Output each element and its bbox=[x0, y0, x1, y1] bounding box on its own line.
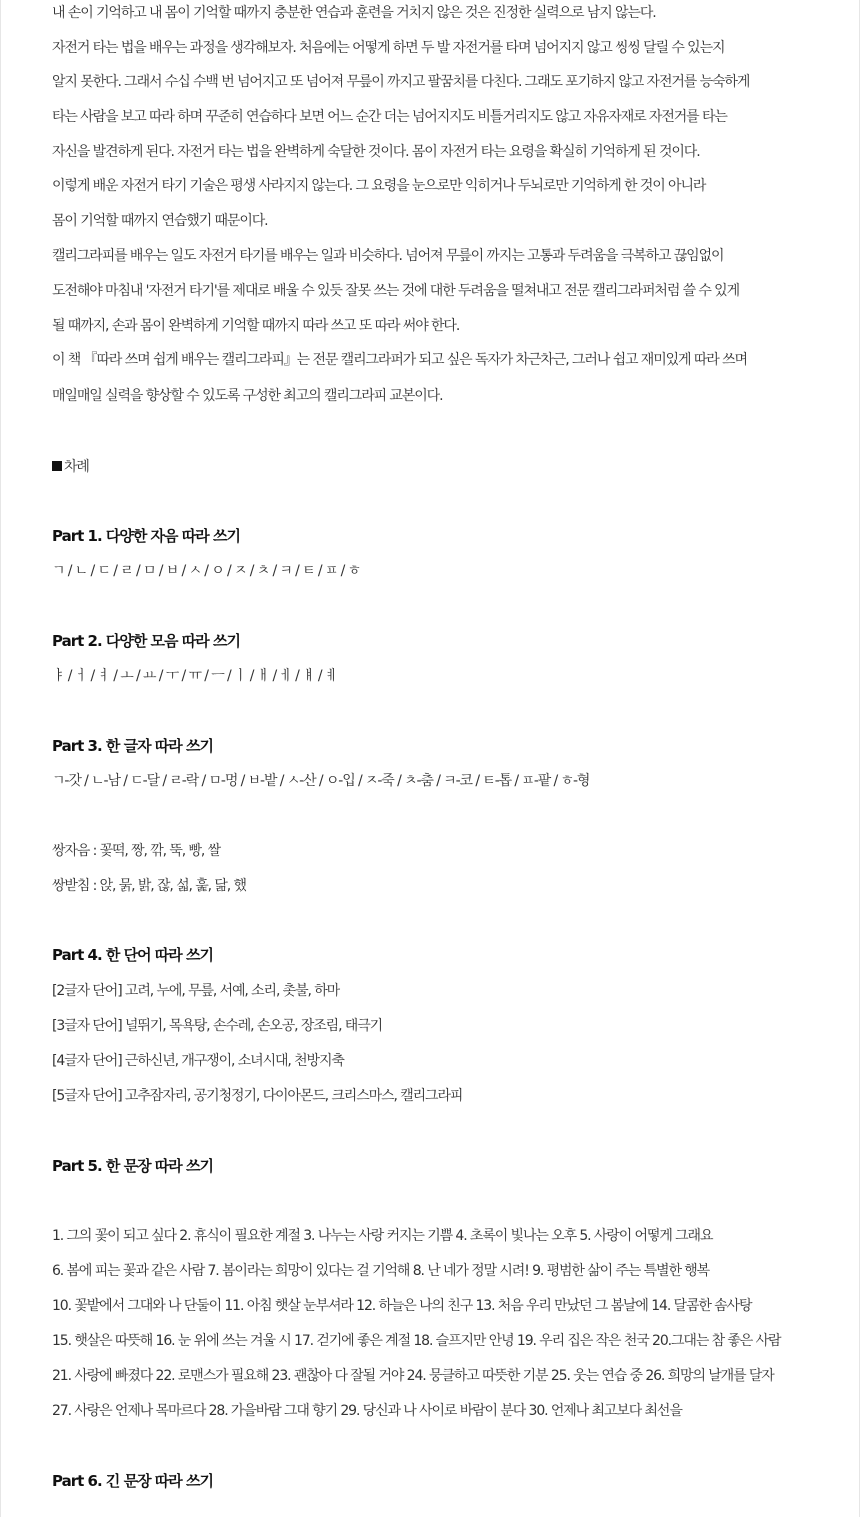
part6-title: Part 6. 긴 문장 따라 쓰기 bbox=[52, 1472, 213, 1490]
part3-double-consonants: 쌍자음 : 꽃떡, 짱, 깎, 뚝, 빵, 쌀 bbox=[52, 843, 221, 859]
toc-title bbox=[52, 457, 89, 477]
intro-line: 이렇게 배운 자전거 타기 기술은 평생 사라지지 않는다. 그 요령을 눈으로만 익히거나 두뇌로만 기억하게 한 것이 아니라 bbox=[52, 178, 706, 194]
part3-content: ㄱ-갓 / ㄴ-남 / ㄷ-달 / ㄹ-락 / ㅁ-멍 / ㅂ-밭 / ㅅ-산 / ㅇ-입 / ㅈ-죽 / ㅊ-춤 / ㅋ-코 / ㅌ-톱 / ㅍ-팥 / ㅎ-형 bbox=[52, 773, 590, 789]
intro-line: 알지 못한다. 그래서 수십 수백 번 넘어지고 또 넘어져 무릎이 까지고 팔꿈치를 다친다. 그래도 포기하지 않고 자전거를 능숙하게 bbox=[52, 74, 750, 90]
intro-line: 몸이 기억할 때까지 연습했기 때문이다. bbox=[52, 213, 268, 229]
part5-sentence-line: 10. 꽃밭에서 그대와 나 단둘이 11. 아침 햇살 눈부셔라 12. 하늘은 나의 친구 13. 처음 우리 만났던 그 봄날에 14. 달콤한 솜사탕 bbox=[52, 1298, 752, 1314]
intro-line: 될 때까지, 손과 몸이 완벽하게 기억할 때까지 따라 쓰고 또 따라 써야 한다. bbox=[52, 318, 460, 334]
part2-content: ㅑ / ㅓ / ㅕ / ㅗ / ㅛ / ㅜ / ㅠ / ㅡ / ㅣ / ㅐ / ㅔ / ㅒ / ㅖ bbox=[52, 668, 338, 684]
intro-line: 자신을 발견하게 된다. 자전거 타는 법을 완벽하게 숙달한 것이다. 몸이 자전거 타는 요령을 확실히 기억하게 된 것이다. bbox=[52, 144, 700, 160]
intro-line: 내 손이 기억하고 내 몸이 기억할 때까지 충분한 연습과 훈련을 거치지 않은 것은 진정한 실력으로 남지 않는다. bbox=[52, 5, 656, 21]
intro-line: 자전거 타는 법을 배우는 과정을 생각해보자. 처음에는 어떻게 하면 두 발 자전거를 타며 넘어지지 않고 씽씽 달릴 수 있는지 bbox=[52, 40, 725, 56]
part4-word-line: [3글자 단어] 널뛰기, 목욕탕, 손수레, 손오공, 장조림, 태극기 bbox=[52, 1018, 383, 1034]
part4-word-line: [5글자 단어] 고추잠자리, 공기청정기, 다이아몬드, 크리스마스, 캘리그라피 bbox=[52, 1088, 463, 1104]
part5-sentence-line: 1. 그의 꽃이 되고 싶다 2. 휴식이 필요한 계절 3. 나누는 사랑 커지는 기쁨 4. 초록이 빛나는 오후 5. 사랑이 어떻게 그래요 bbox=[52, 1228, 713, 1244]
intro-line: 도전해야 마침내 '자전거 타기'를 제대로 배울 수 있듯 잘못 쓰는 것에 대한 두려움을 떨쳐내고 전문 캘리그라퍼처럼 쓸 수 있게 bbox=[52, 283, 739, 299]
intro-line: 캘리그라피를 배우는 일도 자전거 타기를 배우는 일과 비슷하다. 넘어져 무릎이 까지는 고통과 두려움을 극복하고 끊임없이 bbox=[52, 248, 724, 264]
intro-line: 타는 사람을 보고 따라 하며 꾸준히 연습하다 보면 어느 순간 더는 넘어지지도 비틀거리지도 않고 자유자재로 자전거를 타는 bbox=[52, 109, 727, 125]
part4-word-line: [4글자 단어] 근하신년, 개구쟁이, 소녀시대, 천방지축 bbox=[52, 1053, 344, 1069]
toc-title-text: 차례 bbox=[64, 459, 89, 475]
part5-title: Part 5. 한 문장 따라 쓰기 bbox=[52, 1157, 213, 1175]
part4-word-line: [2글자 단어] 고려, 누에, 무릎, 서예, 소리, 촛불, 하마 bbox=[52, 983, 340, 999]
part1-title: Part 1. 다양한 자음 따라 쓰기 bbox=[52, 527, 240, 545]
square-bullet-icon bbox=[52, 461, 62, 471]
part3-double-finals: 쌍받침 : 앉, 묽, 밝, 잖, 섧, 훑, 닮, 했 bbox=[52, 878, 246, 894]
intro-line: 매일매일 실력을 향상할 수 있도록 구성한 최고의 캘리그라피 교본이다. bbox=[52, 388, 443, 404]
part5-sentence-line: 15. 햇살은 따뜻해 16. 눈 위에 쓰는 겨울 시 17. 걷기에 좋은 계절 18. 슬프지만 안녕 19. 우리 집은 작은 천국 20.그대는 참 좋은 사람 bbox=[52, 1333, 781, 1349]
part5-sentence-line: 21. 사랑에 빠졌다 22. 로맨스가 필요해 23. 괜찮아 다 잘될 거야 24. 뭉클하고 따뜻한 기분 25. 웃는 연습 중 26. 희망의 날개를 달자 bbox=[52, 1368, 774, 1384]
part3-title: Part 3. 한 글자 따라 쓰기 bbox=[52, 737, 213, 755]
part2-title: Part 2. 다양한 모음 따라 쓰기 bbox=[52, 632, 240, 650]
part1-content: ㄱ / ㄴ / ㄷ / ㄹ / ㅁ / ㅂ / ㅅ / ㅇ / ㅈ / ㅊ / ㅋ / ㅌ / ㅍ / ㅎ bbox=[52, 563, 361, 579]
intro-line: 이 책 『따라 쓰며 쉽게 배우는 캘리그라피』는 전문 캘리그라퍼가 되고 싶은 독자가 차근차근, 그러나 쉽고 재미있게 따라 쓰며 bbox=[52, 352, 747, 368]
part5-sentence-line: 27. 사랑은 언제나 목마르다 28. 가을바람 그대 향기 29. 당신과 나 사이로 바람이 분다 30. 언제나 최고보다 최선을 bbox=[52, 1403, 682, 1419]
part4-title: Part 4. 한 단어 따라 쓰기 bbox=[52, 946, 213, 964]
part5-sentence-line: 6. 봄에 피는 꽃과 같은 사람 7. 봄이라는 희망이 있다는 걸 기억해 8. 난 네가 정말 시려! 9. 평범한 삶이 주는 특별한 행복 bbox=[52, 1263, 710, 1279]
